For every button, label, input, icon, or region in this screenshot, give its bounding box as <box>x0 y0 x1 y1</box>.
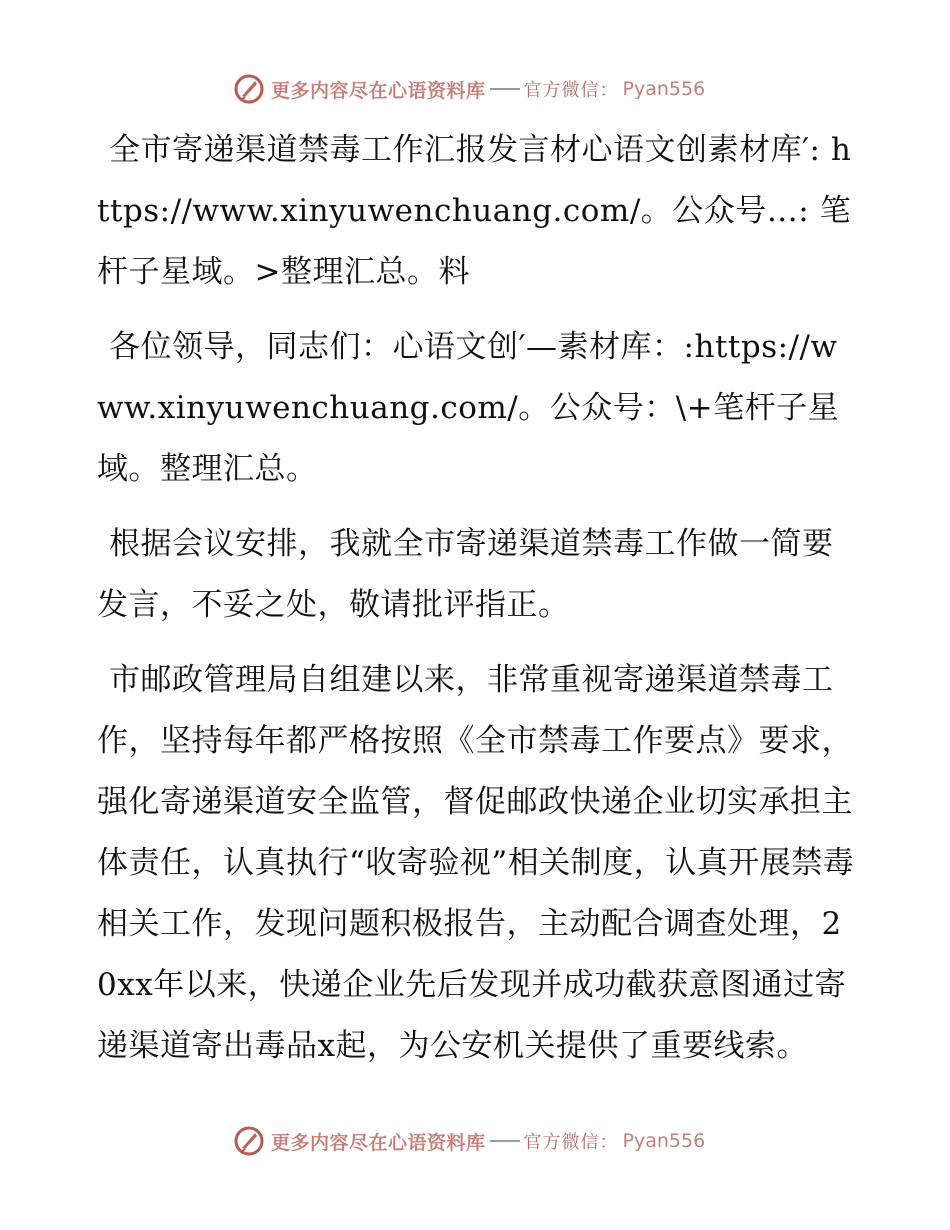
document-body <box>97 120 857 1091</box>
watermark-account-id: Pyan556 <box>622 1130 706 1152</box>
watermark-official-label: 官方微信： <box>523 1132 619 1153</box>
quill-logo-icon <box>233 73 265 105</box>
watermark-dash <box>490 88 520 90</box>
paragraph-main: 市邮政管理局自组建以来，非常重视寄递渠道禁毒工作，坚持每年都严格按照《全市禁毒工作要点》要求，强化寄递渠道安全监管，督促邮政快递企业切实承担主体责任，认真执行“收寄验视”相关制度，认真开展禁毒相关工作，发现问题积极报告，主动配合调查处理，20xx年以来，快递企业先后发现并成功截获意图通过寄递渠道寄出毒品x起，为公安机关提供了重要线索。 <box>97 662 855 1064</box>
paragraph-greeting: 各位领导，同志们：心语文创′—素材库：:https://www.xinyuwenchuang.com/。公众号：\+笔杆子星域。整理汇总。 <box>97 329 840 487</box>
watermark-brand: 更多内容尽在心语资料库 <box>271 1131 486 1154</box>
watermark-dash <box>490 1140 520 1142</box>
footer-watermark <box>233 1124 705 1158</box>
header-watermark <box>233 72 705 106</box>
paragraph-intro: 根据会议安排，我就全市寄递渠道禁毒工作做一简要发言，不妥之处，敬请批评指正。 <box>97 526 834 623</box>
quill-logo-icon <box>233 1125 265 1157</box>
paragraph-title: 全市寄递渠道禁毒工作汇报发言材心语文创素材库′: https://www.xinyuwenchuang.com/。公众号…: 笔杆子星域。>整理汇总。料 <box>97 132 852 290</box>
watermark-official-label: 官方微信： <box>523 80 619 101</box>
watermark-brand: 更多内容尽在心语资料库 <box>271 79 486 102</box>
watermark-account-id: Pyan556 <box>622 78 706 100</box>
